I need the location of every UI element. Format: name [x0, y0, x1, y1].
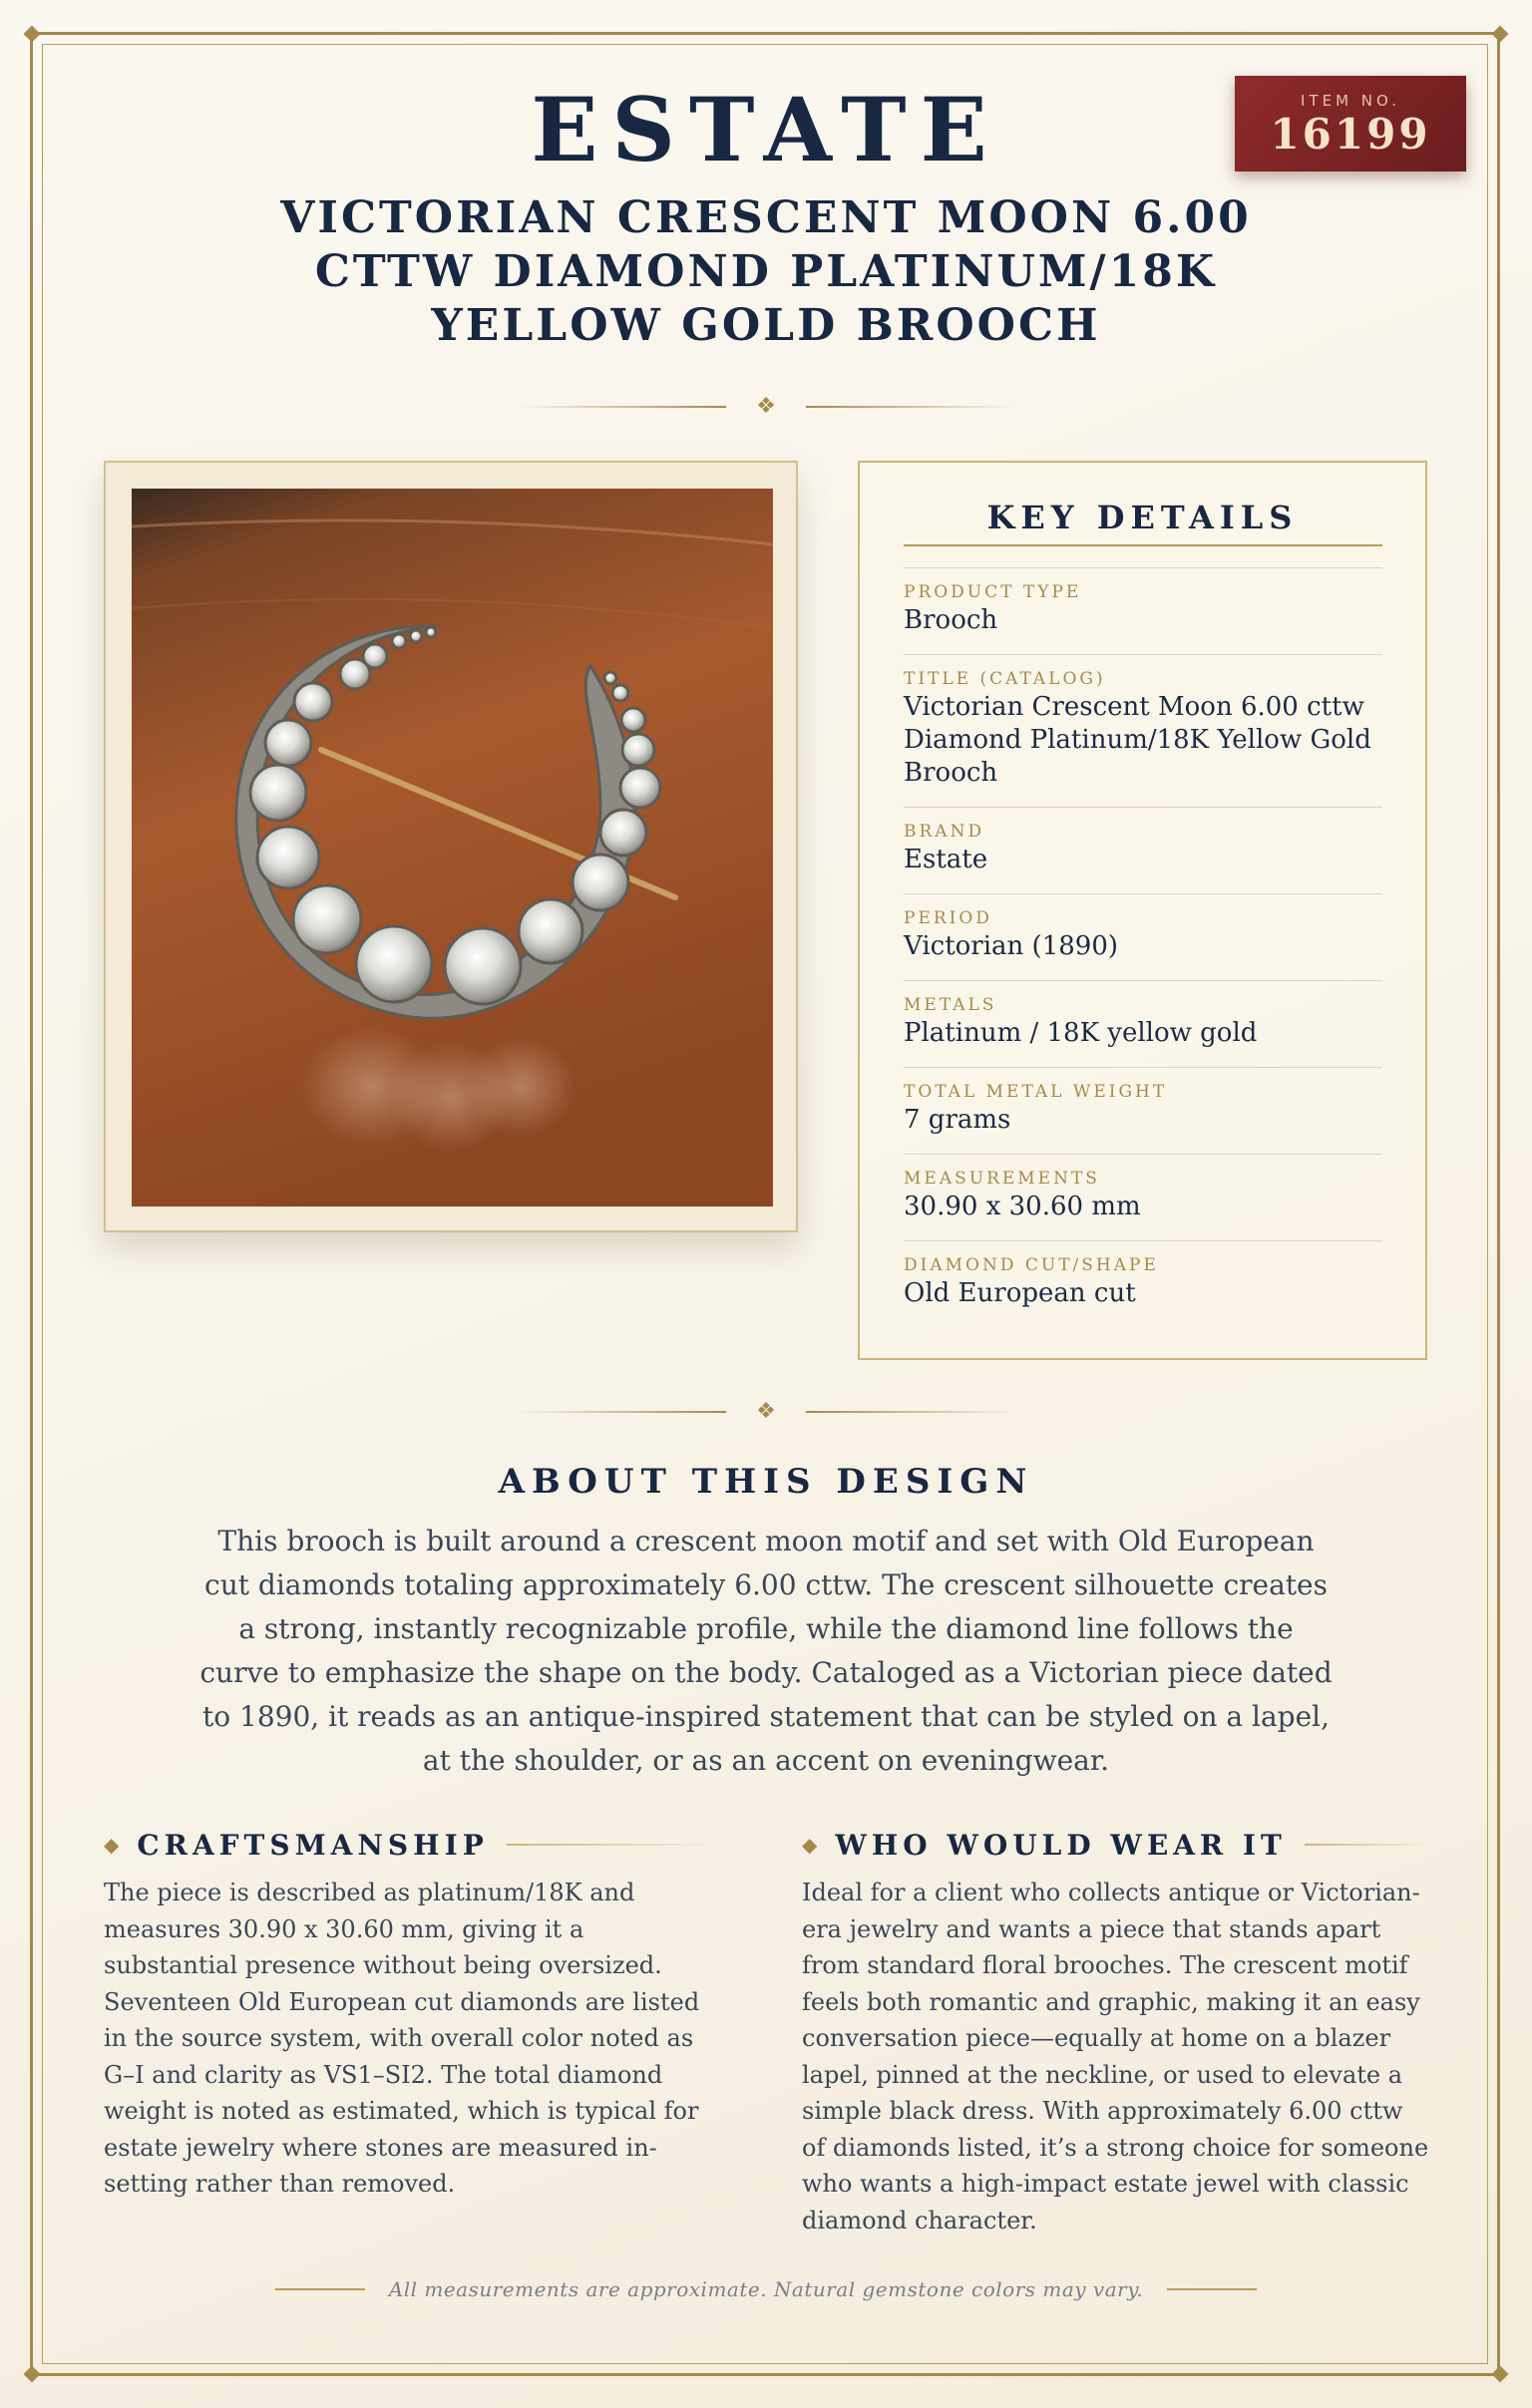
- who-would-wear-body: Ideal for a client who collects antique or Victorian-era jewelry and wants a piece that stands apart from standard floral brooches. The crescent motif feels both romantic and graphic, making it an easy conversation piece—equally at home on a blazer lapel, pinned at the neckline, or used to elevate a simple black dress. With approximately 6.00 cttw of diamonds listed, it’s a strong choice for someone who wants a high-impact estate jewel with classic diamond character.: [802, 1879, 1429, 2235]
- detail-label: DIAMOND CUT/SHAPE: [904, 1255, 1159, 1275]
- detail-label: TITLE (CATALOG): [904, 669, 1106, 689]
- craftsmanship-section: [104, 1825, 722, 2203]
- detail-row-product-type: [904, 567, 1382, 637]
- footer-note-text: All measurements are approximate. Natural gemstone colors may vary.: [388, 2277, 1144, 2301]
- product-photo-frame: [104, 461, 798, 1232]
- footer-rule: [275, 2288, 365, 2290]
- detail-value: Victorian Crescent Moon 6.00 cttw Diamond Platinum/18K Yellow Gold Brooch: [904, 692, 1371, 788]
- fleuron-icon: ❖: [756, 394, 776, 419]
- diamond-bullet-icon: ◆: [104, 1833, 120, 1857]
- footer-rule: [1167, 2288, 1257, 2290]
- detail-label: BRAND: [904, 822, 985, 842]
- item-number-label: ITEM NO.: [1301, 92, 1400, 110]
- detail-row-diamond-cut: [904, 1240, 1382, 1310]
- detail-row-brand: [904, 807, 1382, 876]
- divider-ornament: [0, 1401, 1532, 1423]
- detail-row-metals: [904, 980, 1382, 1050]
- footer-disclaimer: [0, 2277, 1532, 2301]
- who-would-wear-section: [802, 1825, 1430, 2238]
- fleuron-icon: ❖: [756, 1399, 776, 1424]
- product-title: VICTORIAN CRESCENT MOON 6.00 CTTW DIAMOND PLATINUM/18K YELLOW GOLD BROOCH: [280, 192, 1252, 351]
- divider-ornament: [0, 396, 1532, 418]
- detail-value: Estate: [904, 845, 988, 874]
- product-photo: [132, 489, 773, 1206]
- craftsmanship-body: The piece is described as platinum/18K and measures 30.90 x 30.60 mm, giving it a substantial presence without being oversized. Seventeen Old European cut diamonds are listed in the source system, with overall color noted as G–I and clarity as VS1–SI2. The total diamond weight is noted as estimated, which is typical for estate jewelry where stones are measured in-setting rather than removed.: [104, 1879, 700, 2198]
- about-body: This brooch is built around a crescent moon motif and set with Old European cut diamonds totaling approximately 6.00 cttw. The crescent silhouette creates a strong, instantly recognizable profile, while the diamond line follows the curve to emphasize the shape on the body. Cataloged as a Victorian piece dated to 1890, it reads as an antique-inspired statement that can be styled on a lapel, at the shoulder, or as an accent on eveningwear.: [199, 1525, 1333, 1777]
- detail-value: Brooch: [904, 605, 998, 635]
- detail-label: MEASUREMENTS: [904, 1169, 1100, 1189]
- detail-value: 7 grams: [904, 1105, 1011, 1135]
- key-details-panel: [858, 461, 1427, 1360]
- detail-label: TOTAL METAL WEIGHT: [904, 1082, 1168, 1102]
- heading-rule: [507, 1844, 722, 1846]
- item-number: 16199: [1270, 110, 1431, 159]
- detail-row-metal-weight: [904, 1067, 1382, 1137]
- detail-label: METALS: [904, 995, 997, 1015]
- detail-row-title: [904, 654, 1382, 790]
- detail-row-measurements: [904, 1154, 1382, 1223]
- about-heading: ABOUT THIS DESIGN: [498, 1462, 1034, 1502]
- detail-row-period: [904, 893, 1382, 963]
- item-number-badge: [1235, 76, 1466, 172]
- detail-value: Platinum / 18K yellow gold: [904, 1018, 1258, 1048]
- diamond-bullet-icon: ◆: [802, 1833, 818, 1857]
- craftsmanship-heading: CRAFTSMANSHIP: [137, 1828, 489, 1862]
- detail-value: Victorian (1890): [904, 931, 1119, 961]
- detail-value: Old European cut: [904, 1278, 1136, 1308]
- detail-label: PERIOD: [904, 908, 992, 928]
- key-details-heading: KEY DETAILS: [986, 499, 1299, 536]
- detail-label: PRODUCT TYPE: [904, 582, 1082, 602]
- who-would-wear-heading: WHO WOULD WEAR IT: [835, 1828, 1287, 1862]
- brand-heading: ESTATE: [531, 78, 1001, 181]
- key-details-rule: [904, 544, 1382, 546]
- detail-value: 30.90 x 30.60 mm: [904, 1192, 1141, 1221]
- crescent-brooch-image: [132, 489, 773, 1206]
- heading-rule: [1305, 1844, 1430, 1846]
